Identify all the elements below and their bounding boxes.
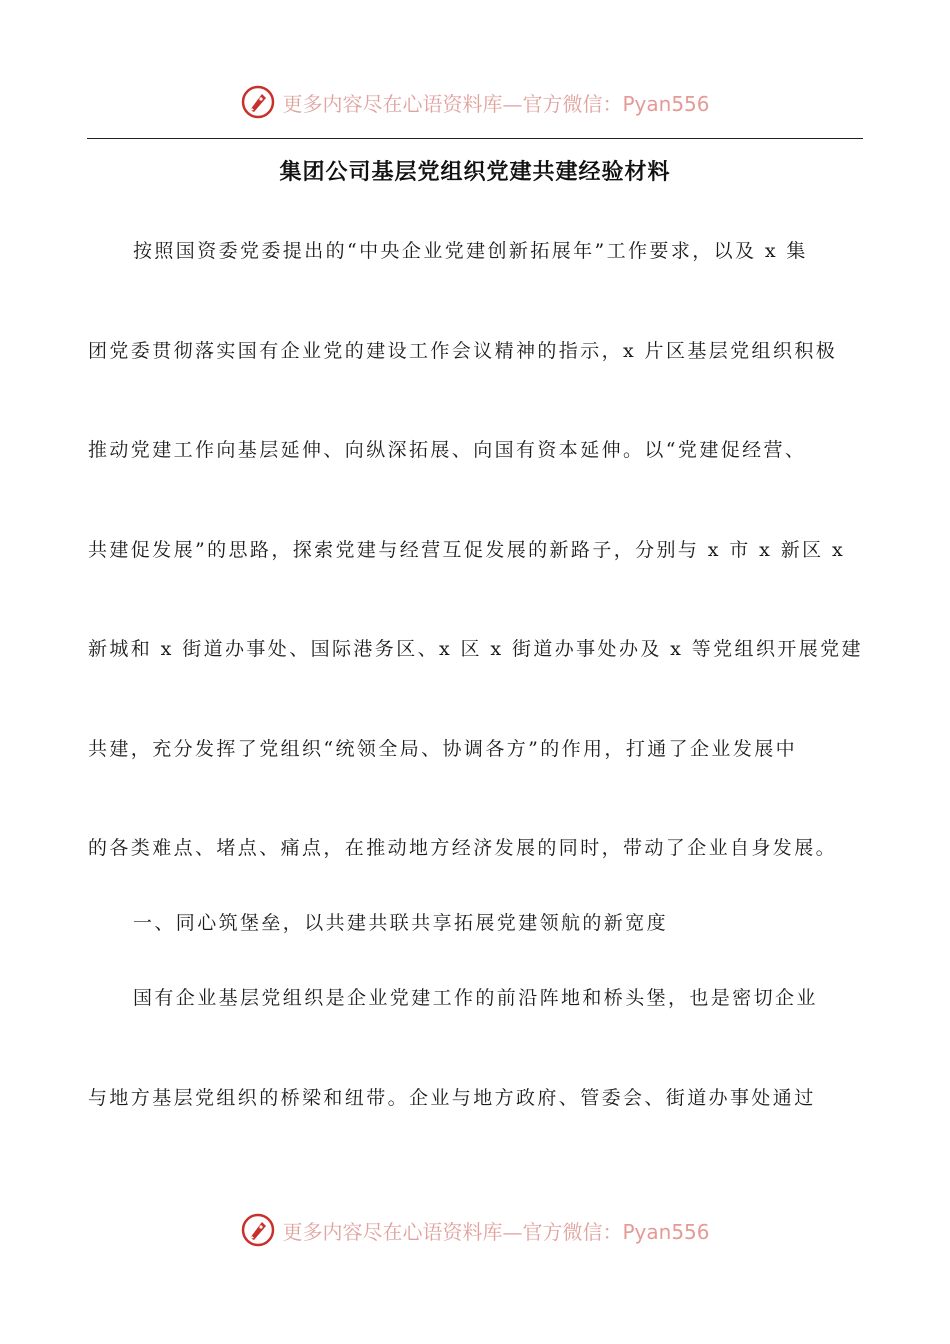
footer-banner-text: 更多内容尽在心语资料库—官方微信：Pyan556 <box>282 1219 710 1244</box>
header-banner-text: 更多内容尽在心语资料库—官方微信：Pyan556 <box>282 91 710 116</box>
paragraph-line: 推动党建工作向基层延伸、向纵深拓展、向国有资本延伸。以“党建促经营、 <box>88 439 807 461</box>
section-heading: 一、同心筑堡垒，以共建共联共享拓展党建领航的新宽度 <box>133 912 669 934</box>
pen-nib-circle-icon <box>240 84 276 120</box>
document-title: 集团公司基层党组织党建共建经验材料 <box>279 160 671 185</box>
pen-nib-circle-icon <box>240 1212 276 1248</box>
footer-banner <box>0 1210 950 1250</box>
paragraph-line: 的各类难点、堵点、痛点，在推动地方经济发展的同时，带动了企业自身发展。 <box>88 837 838 859</box>
header-banner <box>0 82 950 122</box>
header-banner-content <box>240 84 709 120</box>
paragraph-line: 共建促发展”的思路，探索党建与经营互促发展的新路子，分别与 x 市 x 新区 x <box>88 539 846 561</box>
paragraph-line: 团党委贯彻落实国有企业党的建设工作会议精神的指示，x 片区基层党组织积极 <box>88 340 838 362</box>
paragraph-line: 与地方基层党组织的桥梁和纽带。企业与地方政府、管委会、街道办事处通过 <box>88 1087 816 1109</box>
paragraph-line: 国有企业基层党组织是企业党建工作的前沿阵地和桥头堡，也是密切企业 <box>133 987 818 1009</box>
paragraph-line: 按照国资委党委提出的“中央企业党建创新拓展年”工作要求，以及 x 集 <box>133 240 808 262</box>
paragraph-line: 共建，充分发挥了党组织“统领全局、协调各方”的作用，打通了企业发展中 <box>88 738 798 760</box>
paragraph-line: 新城和 x 街道办事处、国际港务区、x 区 x 街道办事处办及 x 等党组织开展党建 <box>88 638 863 660</box>
footer-banner-content <box>240 1212 709 1248</box>
header-divider <box>87 138 863 139</box>
